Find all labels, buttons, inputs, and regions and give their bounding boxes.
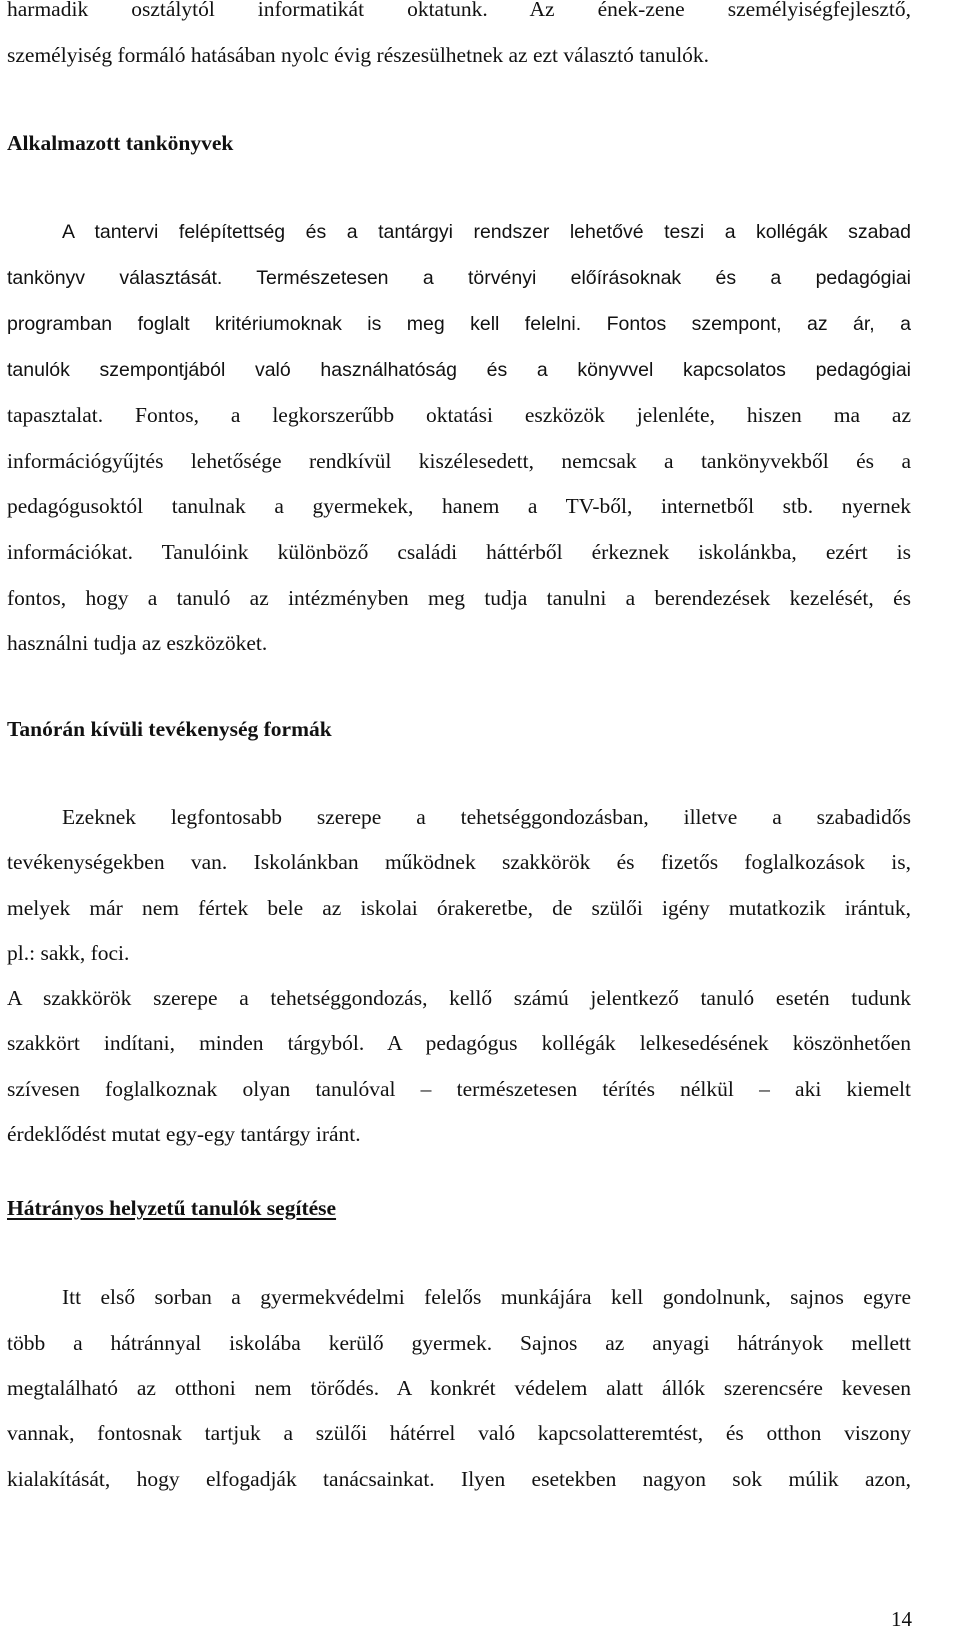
paragraph-line: megtalálható az otthoni nem törődés. A konkrét védelem alatt állók szerencsére kevesen: [7, 1376, 911, 1400]
paragraph-line: melyek már nem fértek bele az iskolai órakeretbe, de szülői igény mutatkozik irántuk,: [7, 896, 911, 920]
paragraph-line: kialakítását, hogy elfogadják tanácsainkat. Ilyen esetekben nagyon sok múlik azon,: [7, 1467, 911, 1491]
paragraph-line: szakkört indítani, minden tárgyból. A pedagógus kollégák lelkesedésének köszönhetően: [7, 1031, 911, 1055]
paragraph-line: szívesen foglalkoznak olyan tanulóval – természetesen térítés nélkül – aki kiemelt: [7, 1077, 911, 1101]
paragraph-line: személyiség formáló hatásában nyolc évig részesülhetnek az ezt választó tanulók.: [7, 43, 710, 67]
paragraph-line: harmadik osztálytól informatikát oktatunk. Az ének-zene személyiségfejlesztő,: [7, 0, 911, 21]
paragraph-line: tankönyv választását. Természetesen a törvényi előírásoknak és a pedagógiai: [7, 267, 911, 289]
paragraph-line: pedagógusoktól tanulnak a gyermekek, hanem a TV-ből, internetből stb. nyernek: [7, 494, 911, 518]
paragraph-line: pl.: sakk, foci.: [7, 941, 130, 965]
paragraph-line: információgyűjtés lehetősége rendkívül kiszélesedett, nemcsak a tankönyvekből és a: [7, 449, 911, 473]
paragraph-line: vannak, fontosnak tartjuk a szülői hátérrel való kapcsolatteremtést, és otthon viszony: [7, 1421, 911, 1445]
paragraph-line: használni tudja az eszközöket.: [7, 631, 268, 655]
section-heading-textbooks: Alkalmazott tankönyvek: [7, 131, 234, 155]
section-heading-disadvantaged: Hátrányos helyzetű tanulók segítése: [7, 1196, 337, 1220]
paragraph-line: tevékenységekben van. Iskolánkban működnek szakkörök és fizetős foglalkozások is,: [7, 850, 911, 874]
paragraph-line: programban foglalt kritériumoknak is meg kell felelni. Fontos szempont, az ár, a: [7, 313, 911, 335]
section-heading-extracurricular: Tanórán kívüli tevékenység formák: [7, 717, 332, 741]
paragraph-line: A szakkörök szerepe a tehetséggondozás, kellő számú jelentkező tanuló esetén tudunk: [7, 986, 911, 1010]
paragraph-line: több a hátránnyal iskolába kerülő gyermek. Sajnos az anyagi hátrányok mellett: [7, 1331, 911, 1355]
paragraph-line: A tantervi felépítettség és a tantárgyi rendszer lehetővé teszi a kollégák szabad: [62, 221, 911, 243]
paragraph-line: érdeklődést mutat egy-egy tantárgy iránt.: [7, 1122, 361, 1146]
paragraph-line: tapasztalat. Fontos, a legkorszerűbb oktatási eszközök jelenléte, hiszen ma az: [7, 403, 911, 427]
paragraph-line: Itt első sorban a gyermekvédelmi felelős munkájára kell gondolnunk, sajnos egyre: [62, 1285, 911, 1309]
paragraph-line: információkat. Tanulóink különböző családi háttérből érkeznek iskolánkba, ezért is: [7, 540, 911, 564]
paragraph-line: tanulók szempontjából való használhatóság és a könyvvel kapcsolatos pedagógiai: [7, 359, 911, 381]
page-number: 14: [891, 1607, 912, 1631]
paragraph-line: Ezeknek legfontosabb szerepe a tehetséggondozásban, illetve a szabadidős: [62, 805, 911, 829]
paragraph-line: fontos, hogy a tanuló az intézményben meg tudja tanulni a berendezések kezelését, és: [7, 586, 911, 610]
